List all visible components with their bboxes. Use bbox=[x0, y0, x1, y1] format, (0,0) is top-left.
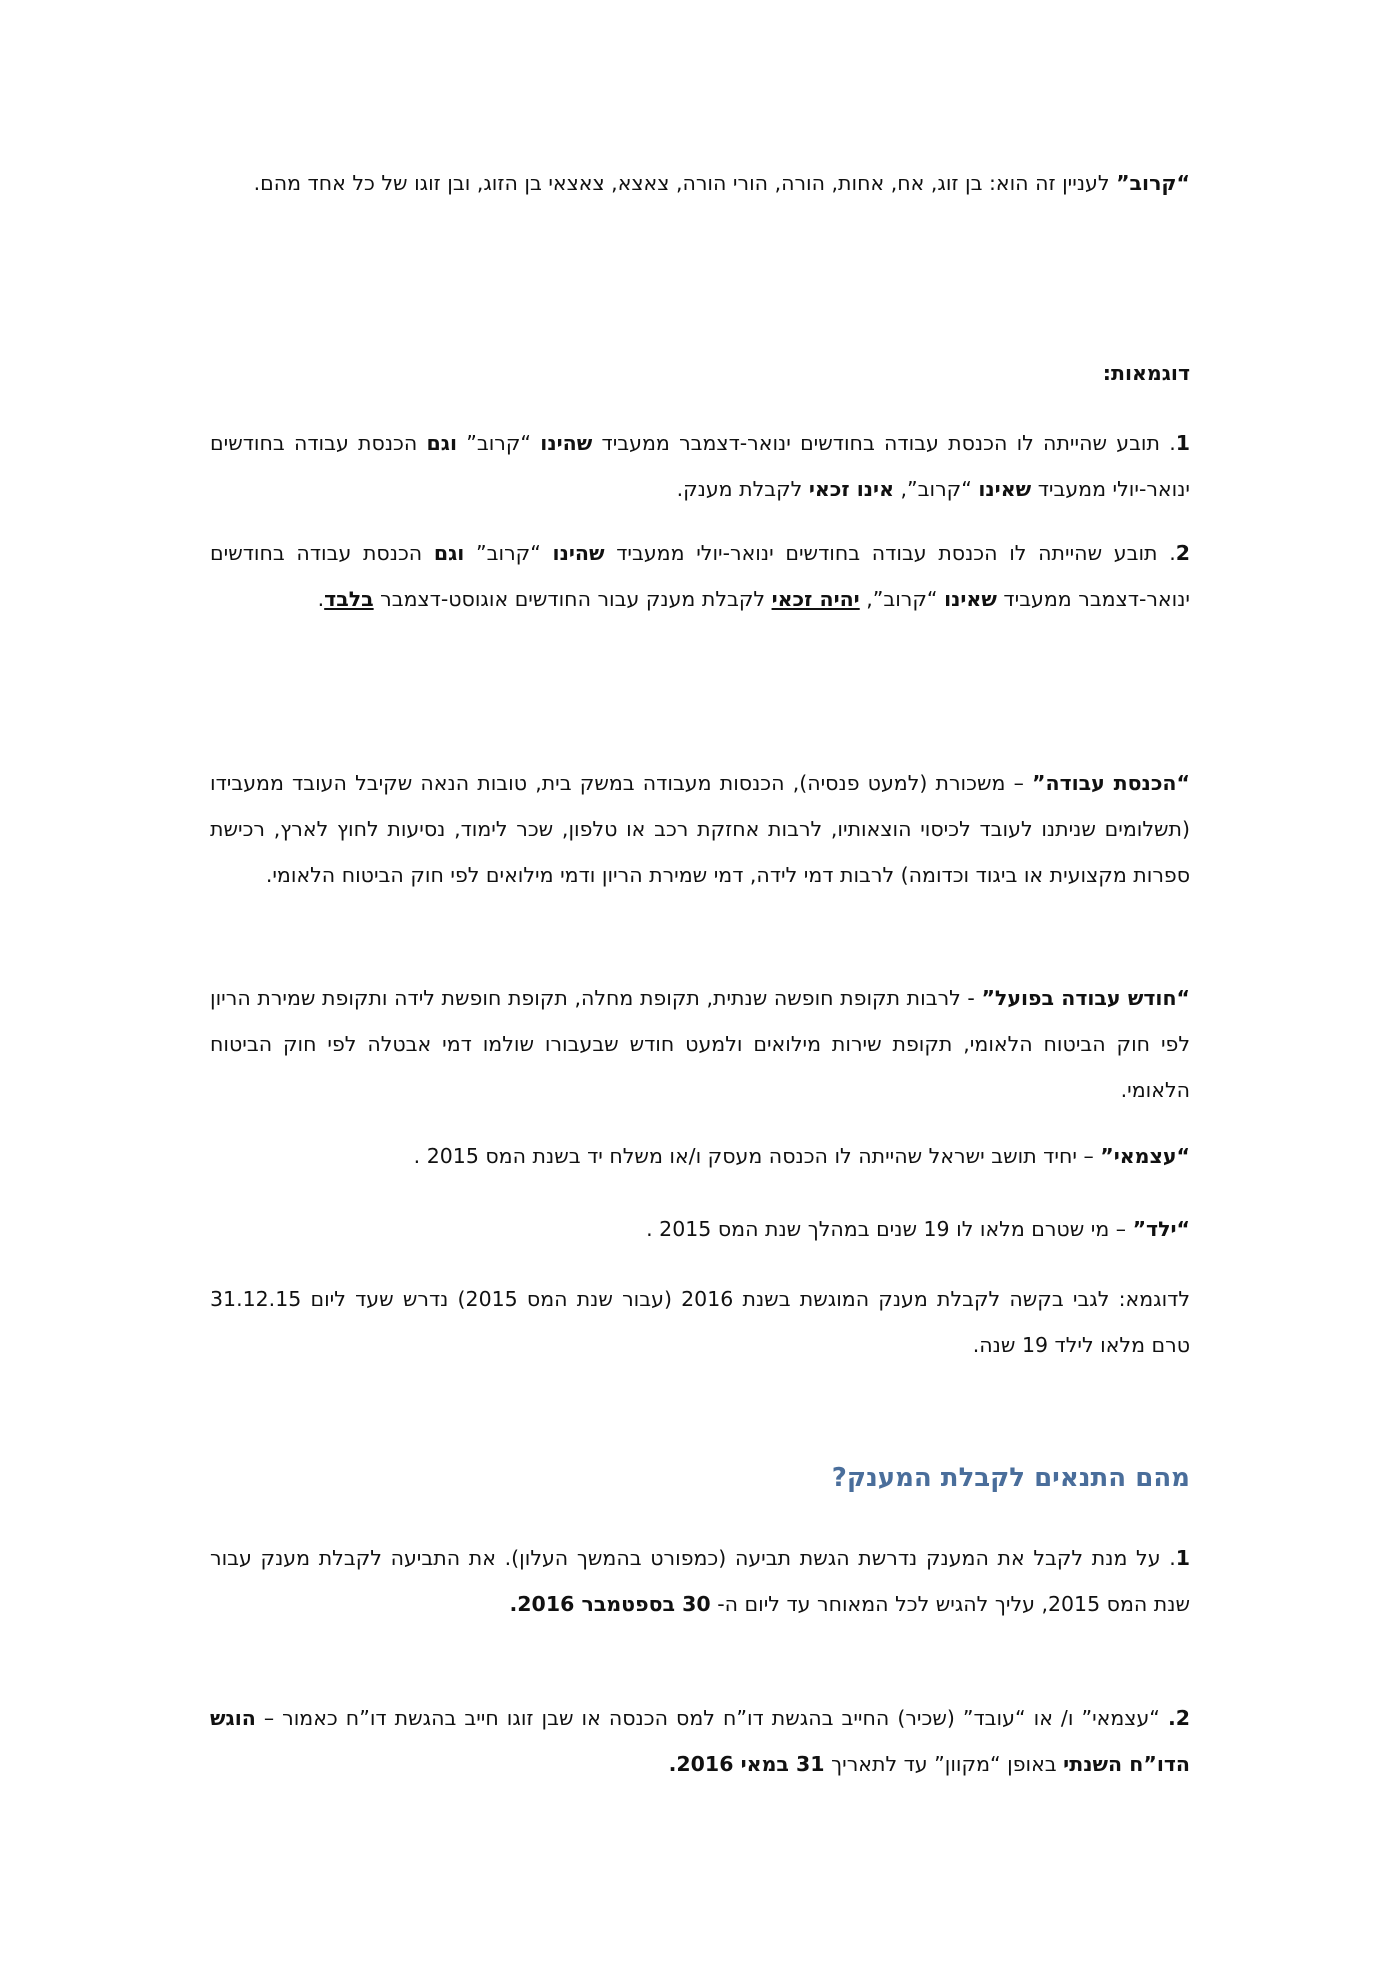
example-2-text-b: “קרוב” bbox=[464, 541, 553, 565]
example-1-text-a: . תובע שהייתה לו הכנסת עבודה בחודשים ינואר-דצמבר ממעביד bbox=[592, 431, 1176, 455]
condition-1-deadline: 30 בספטמבר 2016. bbox=[509, 1592, 711, 1616]
condition-1 bbox=[210, 1535, 1190, 1627]
example-2-bold-c: שאינו bbox=[944, 587, 997, 611]
example-1-number: 1 bbox=[1175, 431, 1191, 455]
example-2-text-d: “קרוב”, bbox=[859, 587, 945, 611]
definition-relative bbox=[210, 160, 1190, 206]
example-1-bold-c: שאינו bbox=[978, 477, 1032, 501]
examples-title: דוגמאות: bbox=[1102, 361, 1190, 385]
child-example: לדוגמא: לגבי בקשה לקבלת מענק המוגשת בשנת 2016 (עבור שנת המס 2015) נדרש שעד ליום 31.12.15 טרם מלאו לילד 19 שנה. bbox=[210, 1287, 1190, 1357]
definition-child-text: – מי שטרם מלאו לו 19 שנים במהלך שנת המס 2015 . bbox=[646, 1217, 1133, 1241]
term-work-month: “חודש עבודה בפועל” bbox=[981, 986, 1191, 1010]
document-page bbox=[210, 0, 1190, 1981]
condition-1-text: . על מנת לקבל את המענק נדרשת הגשת תביעה (כמפורט בהמשך העלון). את התביעה לקבלת מענק עבור שנת המס 2015, עליך להגיש לכל המאוחר עד ליום ה- bbox=[210, 1546, 1190, 1616]
example-2-text-c: הכנסת עבודה בחודשים ינואר-דצמבר ממעביד bbox=[210, 541, 1190, 611]
example-1 bbox=[210, 420, 1190, 512]
example-2 bbox=[210, 530, 1190, 622]
condition-2-text-a: “עצמאי” ו/ או “עובד” (שכיר) החייב בהגשת דו”ח למס הכנסה או שבן זוגו חייב בהגשת דו”ח כאמור – bbox=[255, 1706, 1168, 1730]
term-child: “ילד” bbox=[1132, 1217, 1190, 1241]
example-1-text-d: “קרוב”, bbox=[894, 477, 979, 501]
definition-work-month-text: - לרבות תקופת חופשה שנתית, תקופת מחלה, תקופת חופשת לידה ותקופת שמירת הריון לפי חוק הביטוח הלאומי, תקופת שירות מילואים ולמעט חודש שבעבורו שולמו דמי אבטלה לפי חוק הביטוח הלאומי. bbox=[210, 986, 1190, 1102]
example-1-bold-d: אינו זכאי bbox=[808, 477, 895, 501]
example-2-text-a: . תובע שהייתה לו הכנסת עבודה בחודשים ינואר-יולי ממעביד bbox=[604, 541, 1176, 565]
example-1-text-b: “קרוב” bbox=[457, 431, 541, 455]
definition-self-employed-text: – יחיד תושב ישראל שהייתה לו הכנסה מעסק ו/או משלח יד בשנת המס 2015 . bbox=[413, 1144, 1101, 1168]
definition-relative-text: לעניין זה הוא: בן זוג, אח, אחות, הורה, הורי הורה, צאצא, צאצאי בן הזוג, ובן זוגו של כל אחד מהם. bbox=[253, 171, 1117, 195]
example-2-only: בלבד bbox=[324, 587, 374, 611]
condition-2-number: 2. bbox=[1167, 1706, 1190, 1730]
example-2-text-e: לקבלת מענק עבור החודשים אוגוסט-דצמבר bbox=[373, 587, 772, 611]
definition-work-income-text: – משכורת (למעט פנסיה), הכנסות מעבודה במשק בית, טובות הנאה שקיבל העובד ממעבידו (תשלומים שניתנו לעובד לכיסוי הוצאותיו, לרבות אחזקת רכב או טלפון, שכר לימוד, נסיעות לחוץ לארץ, רכישת ספרות מקצועית או ביגוד וכדומה) לרבות דמי לידה, דמי שמירת הריון ודמי מילואים לפי חוק הביטוח הלאומי. bbox=[210, 771, 1190, 887]
definition-work-income bbox=[210, 760, 1190, 898]
term-relative: “קרוב” bbox=[1116, 171, 1190, 195]
definition-child bbox=[210, 1206, 1190, 1252]
example-2-bold-b: וגם bbox=[433, 541, 465, 565]
term-work-income: “הכנסת עבודה” bbox=[1032, 771, 1190, 795]
condition-2-bold-a: הוגש הדו”ח השנתי bbox=[210, 1706, 1190, 1776]
example-2-bold-a: שהינו bbox=[552, 541, 605, 565]
condition-2-text-b: באופן “מקוון” עד לתאריך bbox=[824, 1752, 1064, 1776]
definition-self-employed bbox=[210, 1133, 1190, 1179]
conditions-heading: מהם התנאים לקבלת המענק? bbox=[831, 1463, 1190, 1493]
example-1-text-c: הכנסת עבודה בחודשים ינואר-יולי ממעביד bbox=[210, 431, 1190, 501]
term-self-employed: “עצמאי” bbox=[1100, 1144, 1190, 1168]
definition-work-month bbox=[210, 975, 1190, 1113]
example-1-bold-b: וגם bbox=[426, 431, 458, 455]
condition-1-number: 1 bbox=[1175, 1546, 1190, 1570]
example-1-bold-a: שהינו bbox=[540, 431, 593, 455]
condition-2-deadline: 31 במאי 2016. bbox=[668, 1752, 825, 1776]
example-2-number: 2 bbox=[1175, 541, 1190, 565]
condition-2 bbox=[210, 1695, 1190, 1787]
example-1-text-e: לקבלת מענק. bbox=[676, 477, 809, 501]
example-2-text-f: . bbox=[317, 587, 325, 611]
example-2-eligible: יהיה זכאי bbox=[771, 587, 860, 611]
